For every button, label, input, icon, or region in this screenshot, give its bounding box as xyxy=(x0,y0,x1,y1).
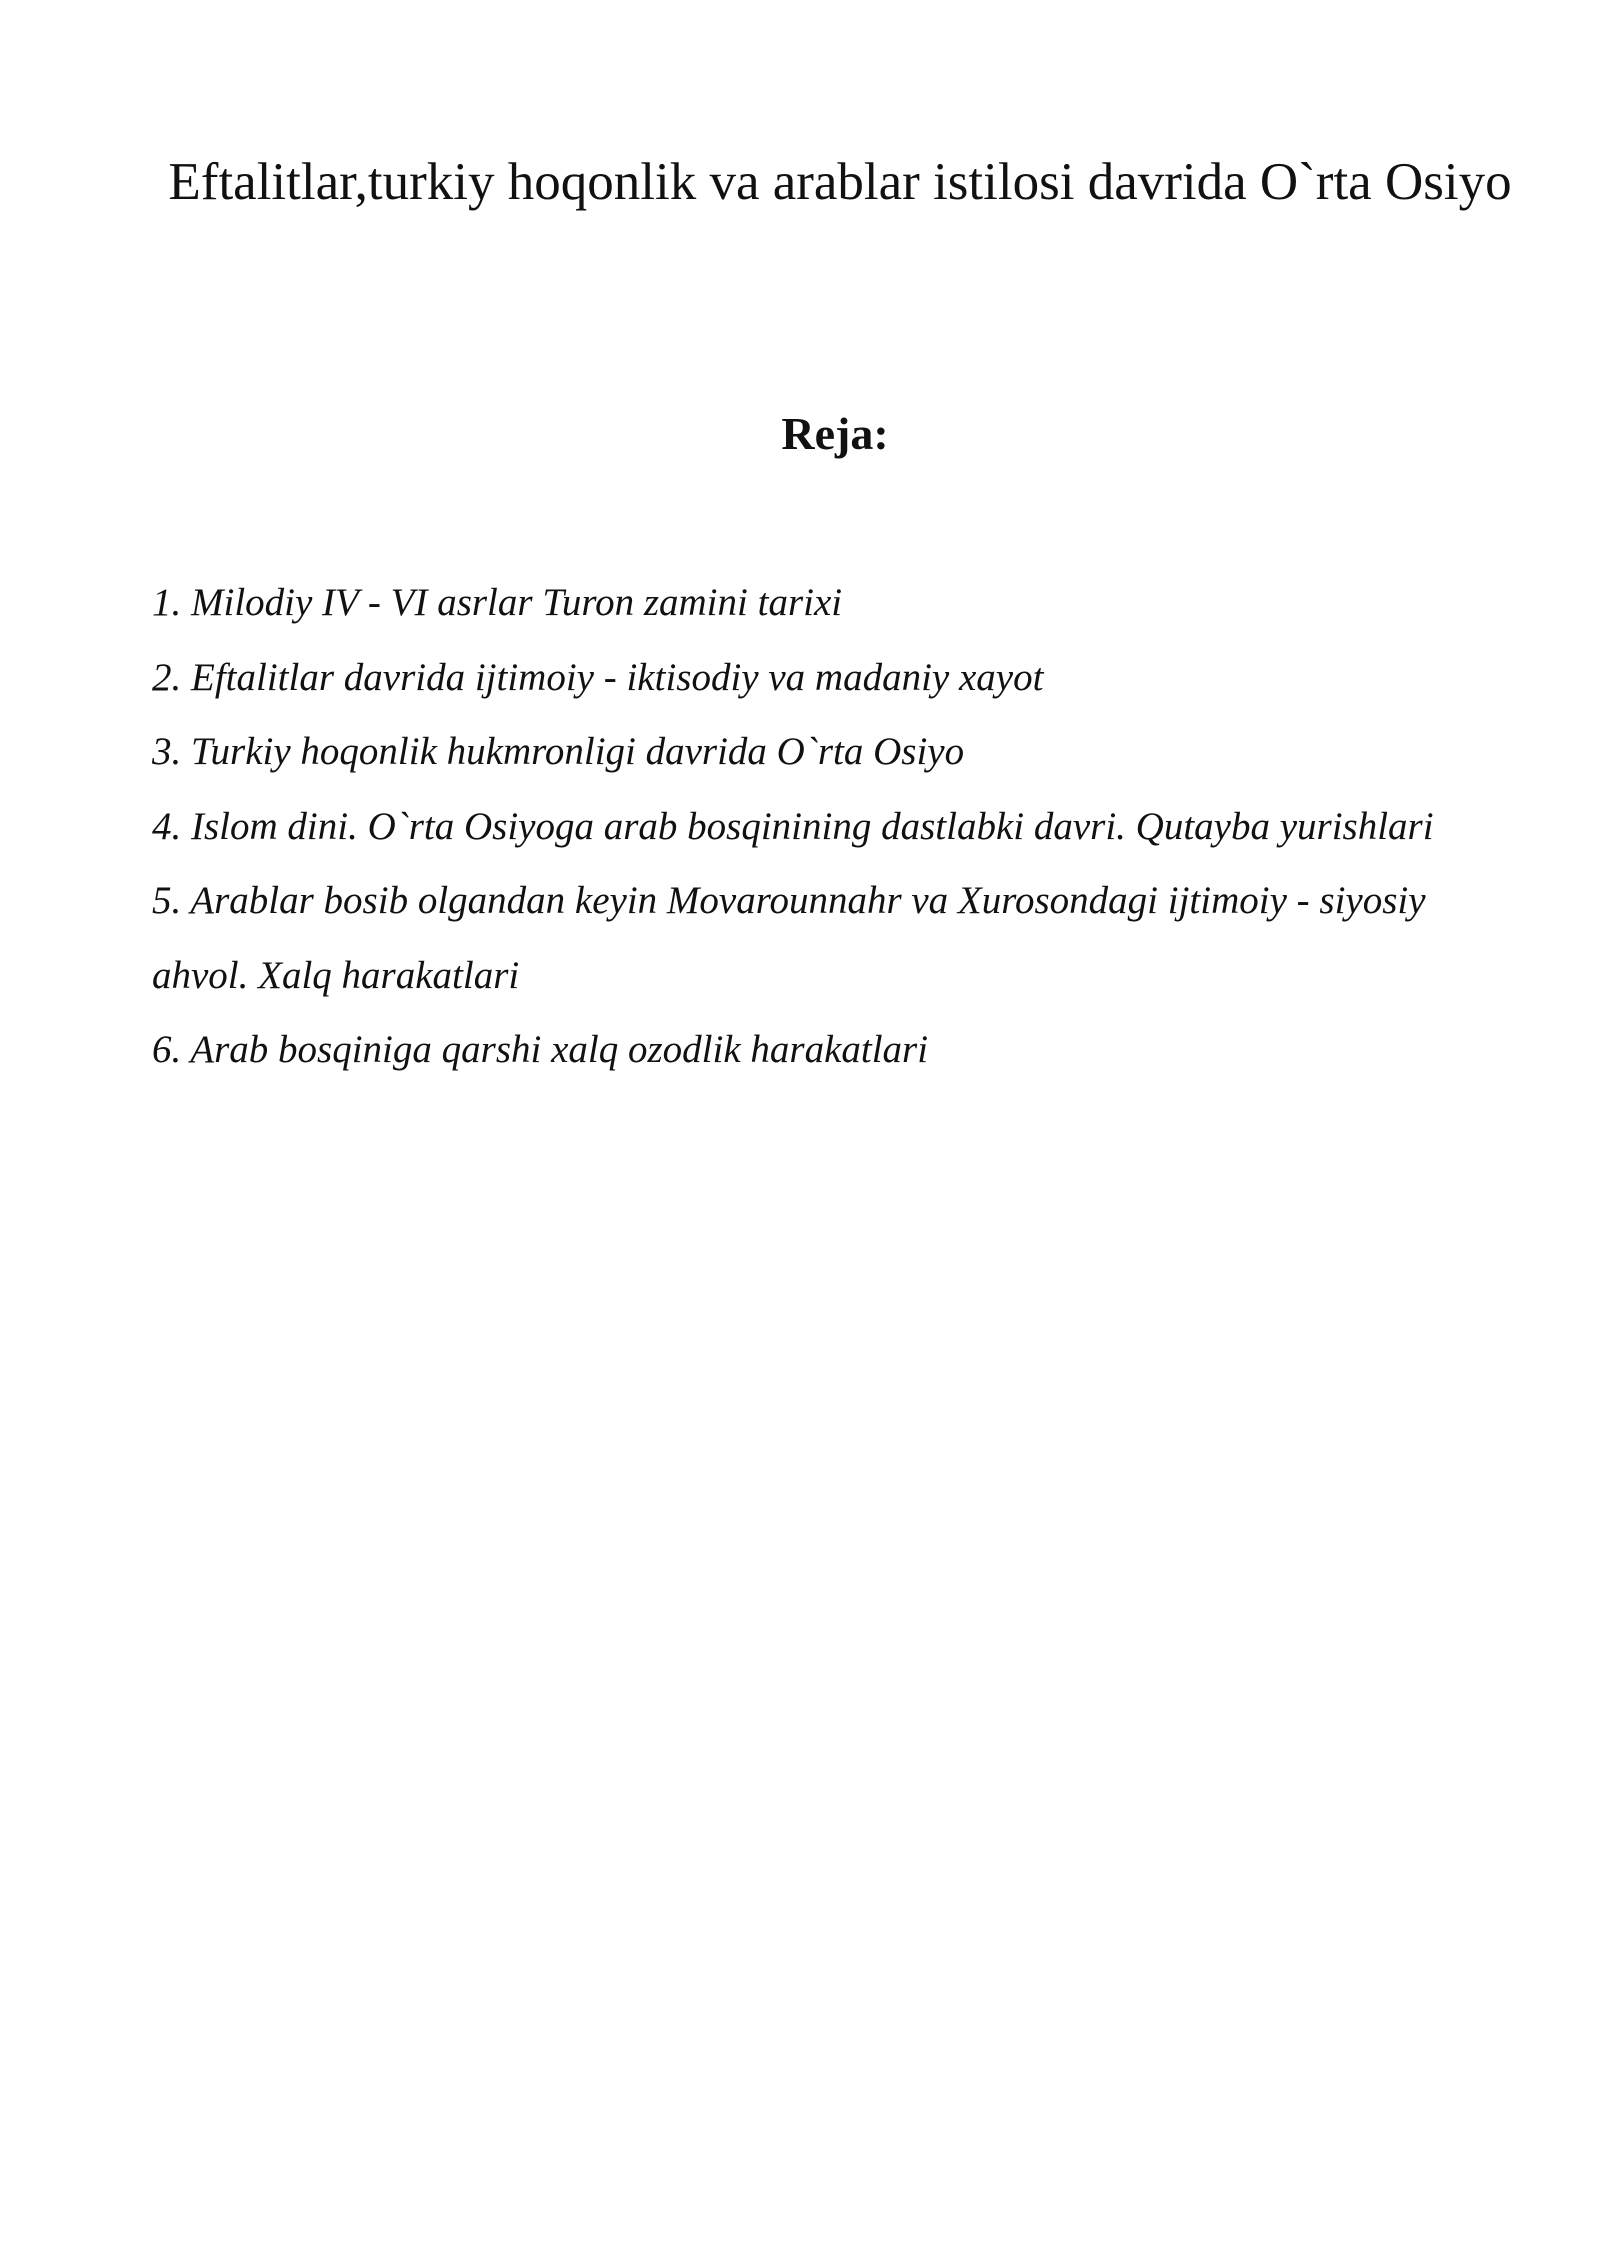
plan-item: 5. Arablar bosib olgandan keyin Movarounnahr va Xurosondagi ijtimoiy - siyosiy ahvol. Xalq harakatlari xyxy=(152,879,1426,997)
plan-heading: Reja: xyxy=(781,408,889,459)
plan-item: 1. Milodiy IV - VI asrlar Turon zamini tarixi xyxy=(152,581,843,624)
document-title: Eftalitlar,turkiy hoqonlik va arablar istilosi davrida O`rta Osiyo xyxy=(168,153,1512,211)
plan-item: 4. Islom dini. O`rta Osiyoga arab bosqinining dastlabki davri. Qutayba yurishlari xyxy=(152,804,1434,848)
plan-item: 2. Eftalitlar davrida ijtimoiy - iktisodiy va madaniy xayot xyxy=(152,655,1044,699)
plan-item: 3. Turkiy hoqonlik hukmronligi davrida O`rta Osiyo xyxy=(152,730,965,773)
plan-list xyxy=(152,566,1502,1088)
plan-item: 6. Arab bosqiniga qarshi xalq ozodlik harakatlari xyxy=(152,1028,929,1071)
